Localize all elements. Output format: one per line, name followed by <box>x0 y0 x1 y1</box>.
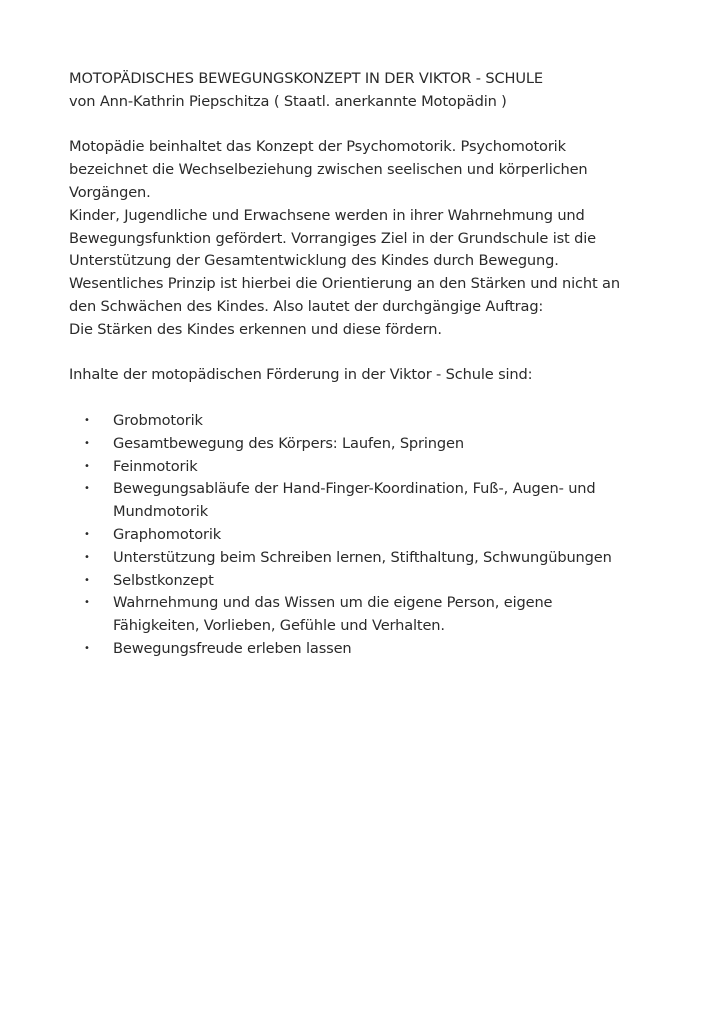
paragraph-line: Kinder, Jugendliche und Erwachsene werden in ihrer Wahrnehmung und <box>69 206 585 224</box>
list-item <box>69 478 669 524</box>
list-item-text: Wahrnehmung und das Wissen um die eigene Person, eigene <box>113 594 553 612</box>
list-item <box>69 456 669 479</box>
author-line: von Ann-Kathrin Piepschitza ( Staatl. anerkannte Motopädin ) <box>69 92 507 110</box>
bullet-icon: • <box>84 528 90 540</box>
list-item <box>69 592 669 638</box>
list-intro: Inhalte der motopädischen Förderung in der Viktor - Schule sind: <box>69 366 533 384</box>
list-item-text: Feinmotorik <box>113 457 198 475</box>
bullet-icon: • <box>84 414 90 426</box>
list-item-text-continued: Mundmotorik <box>113 503 209 521</box>
paragraph-line: Motopädie beinhaltet das Konzept der Psychomotorik. Psychomotorik <box>69 138 566 156</box>
list-item-text: Gesamtbewegung des Körpers: Laufen, Springen <box>113 434 464 452</box>
list-item-text: Bewegungsfreude erleben lassen <box>113 639 352 657</box>
list-item <box>69 570 669 593</box>
list-item-text: Bewegungsabläufe der Hand-Finger-Koordination, Fuß-, Augen- und <box>113 480 596 498</box>
content-list <box>69 410 669 661</box>
list-item <box>69 547 669 570</box>
bullet-icon: • <box>84 597 90 609</box>
paragraph-line: den Schwächen des Kindes. Also lautet der durchgängige Auftrag: <box>69 297 544 315</box>
paragraph-line: Wesentliches Prinzip ist hierbei die Orientierung an den Stärken und nicht an <box>69 275 620 293</box>
intro-paragraph <box>69 136 669 341</box>
document-title: MOTOPÄDISCHES BEWEGUNGSKONZEPT IN DER VIKTOR - SCHULE <box>69 70 543 87</box>
list-item <box>69 524 669 547</box>
paragraph-line: Die Stärken des Kindes erkennen und diese fördern. <box>69 320 442 338</box>
document-page <box>69 68 669 661</box>
list-item <box>69 638 669 661</box>
list-item <box>69 433 669 456</box>
list-item-text: Unterstützung beim Schreiben lernen, Stifthaltung, Schwungübungen <box>113 548 612 566</box>
paragraph-line: bezeichnet die Wechselbeziehung zwischen seelischen und körperlichen <box>69 161 588 179</box>
bullet-icon: • <box>84 574 90 586</box>
list-item-text-continued: Fähigkeiten, Vorlieben, Gefühle und Verhalten. <box>113 617 445 635</box>
bullet-icon: • <box>84 460 90 472</box>
list-item-text: Graphomotorik <box>113 525 222 543</box>
paragraph-line: Vorgängen. <box>69 183 151 201</box>
paragraph-line: Bewegungsfunktion gefördert. Vorrangiges Ziel in der Grundschule ist die <box>69 229 596 247</box>
spacer <box>69 342 669 365</box>
bullet-icon: • <box>84 437 90 449</box>
list-item <box>69 410 669 433</box>
bullet-icon: • <box>84 483 90 495</box>
spacer <box>69 114 669 137</box>
list-item-text: Grobmotorik <box>113 411 203 429</box>
spacer <box>69 387 669 410</box>
paragraph-line: Unterstützung der Gesamtentwicklung des Kindes durch Bewegung. <box>69 252 559 270</box>
bullet-icon: • <box>84 642 90 654</box>
bullet-icon: • <box>84 551 90 563</box>
list-item-text: Selbstkonzept <box>113 571 214 589</box>
